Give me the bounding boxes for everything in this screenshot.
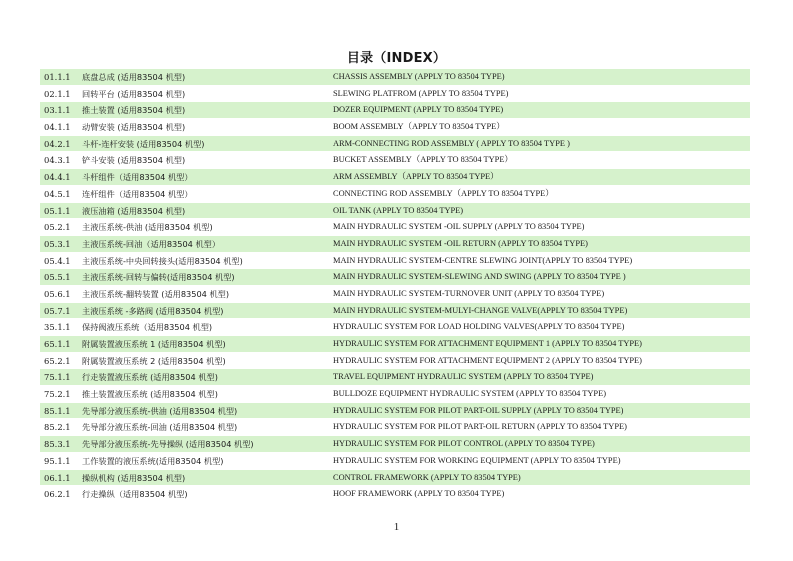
index-code: 04.5.1 [44, 188, 71, 199]
index-title-cn: 附属装置液压系统 1 (适用83504 机型) [82, 339, 226, 349]
index-title-cn: 连杆组件（适用83504 机型） [82, 188, 193, 199]
index-title-en: SLEWING PLATFROM (APPLY TO 83504 TYPE) [333, 88, 509, 98]
index-code: 85.2.1 [44, 422, 71, 433]
index-title-cn: 回转平台 (适用83504 机型) [82, 88, 186, 99]
index-title-en: MAIN HYDRAULIC SYSTEM-TURNOVER UNIT (APPLY TO 83504 TYPE) [333, 288, 605, 298]
index-code: 75.2.1 [44, 389, 71, 400]
index-title-cn: 行走操纵（适用83504 机型) [82, 489, 188, 500]
index-code: 01.1.1 [44, 72, 71, 82]
index-title-cn: 斗杆组件（适用83504 机型） [82, 172, 193, 183]
index-code: 05.6.1 [44, 288, 71, 299]
row-divider [40, 502, 750, 503]
index-row[interactable] [40, 386, 750, 403]
index-row[interactable] [40, 436, 750, 453]
index-title-en: CHASSIS ASSEMBLY (APPLY TO 83504 TYPE) [333, 72, 505, 81]
index-code: 05.7.1 [44, 305, 71, 316]
index-row[interactable] [40, 486, 750, 503]
index-title-cn: 主液压系统-供油 (适用83504 机型) [82, 222, 213, 233]
index-title-en: HOOF FRAMEWORK (APPLY TO 83504 TYPE) [333, 489, 505, 499]
index-row[interactable] [40, 403, 750, 420]
index-title-en: CONTROL FRAMEWORK (APPLY TO 83504 TYPE) [333, 472, 521, 482]
index-title-en: HYDRAULIC SYSTEM FOR ATTACHMENT EQUIPMENT 1 (APPLY TO 83504 TYPE) [333, 339, 642, 348]
index-title-en: ARM-CONNECTING ROD ASSEMBLY ( APPLY TO 83504 TYPE ) [333, 138, 570, 148]
index-title-en: MAIN HYDRAULIC SYSTEM-MULYI-CHANGE VALVE(APPLY TO 83504 TYPE) [333, 305, 628, 315]
index-title-en: BUCKET ASSEMBLY（APPLY TO 83504 TYPE） [333, 155, 513, 165]
index-code: 35.1.1 [44, 322, 71, 333]
index-row[interactable] [40, 186, 750, 203]
index-title-en: HYDRAULIC SYSTEM FOR WORKING EQUIPMENT (APPLY TO 83504 TYPE) [333, 455, 621, 465]
index-row[interactable] [40, 152, 750, 169]
index-row[interactable] [40, 336, 750, 353]
index-code: 06.1.1 [44, 472, 71, 483]
index-title-cn: 主液压系统-回油（适用83504 机型） [82, 238, 221, 249]
index-title-en: CONNECTING ROD ASSEMBLY（APPLY TO 83504 TYPE） [333, 188, 554, 198]
index-title-cn: 推土装置液压系统 (适用83504 机型) [82, 389, 218, 400]
index-row[interactable] [40, 369, 750, 386]
index-title-cn: 底盘总成 (适用83504 机型) [82, 72, 186, 82]
index-row[interactable] [40, 286, 750, 303]
index-title-en: MAIN HYDRAULIC SYSTEM -OIL SUPPLY (APPLY TO 83504 TYPE) [333, 222, 585, 232]
index-code: 05.1.1 [44, 205, 71, 216]
index-row[interactable] [40, 169, 750, 186]
index-title-cn: 操纵机构 (适用83504 机型) [82, 472, 186, 483]
index-code: 04.4.1 [44, 172, 71, 183]
index-title-cn: 行走装置液压系统 (适用83504 机型) [82, 372, 218, 383]
index-row[interactable] [40, 69, 750, 86]
index-code: 85.1.1 [44, 405, 71, 416]
index-title-en: DOZER EQUIPMENT (APPLY TO 83504 TYPE) [333, 105, 504, 115]
index-title-cn: 主液压系统-回转与偏转(适用83504 机型) [82, 272, 235, 283]
index-row[interactable] [40, 86, 750, 103]
index-title-cn: 先导部分液压系统-先导操纵 (适用83504 机型) [82, 439, 254, 450]
index-title-cn: 主液压系统 -多路阀 (适用83504 机型) [82, 305, 224, 316]
index-row[interactable] [40, 453, 750, 470]
index-table [40, 69, 750, 503]
index-code: 65.1.1 [44, 339, 71, 349]
index-title-en: HYDRAULIC SYSTEM FOR ATTACHMENT EQUIPMENT 2 (APPLY TO 83504 TYPE) [333, 355, 642, 365]
index-row[interactable] [40, 136, 750, 153]
index-title-en: MAIN HYDRAULIC SYSTEM-CENTRE SLEWING JOINT(APPLY TO 83504 TYPE) [333, 255, 633, 265]
index-title-en: OIL TANK (APPLY TO 83504 TYPE) [333, 205, 464, 215]
index-title-cn: 工作装置的液压系统(适用83504 机型) [82, 455, 224, 466]
index-title-cn: 推土装置 (适用83504 机型) [82, 105, 186, 116]
index-code: 65.2.1 [44, 355, 71, 366]
index-code: 85.3.1 [44, 439, 71, 450]
index-title-en: TRAVEL EQUIPMENT HYDRAULIC SYSTEM (APPLY TO 83504 TYPE) [333, 372, 594, 382]
index-code: 05.2.1 [44, 222, 71, 233]
index-code: 95.1.1 [44, 455, 71, 466]
index-row[interactable] [40, 470, 750, 487]
index-title-en: BULLDOZE EQUIPMENT HYDRAULIC SYSTEM (APPLY TO 83504 TYPE) [333, 389, 606, 399]
index-row[interactable] [40, 219, 750, 236]
index-code: 75.1.1 [44, 372, 71, 383]
index-code: 04.3.1 [44, 155, 71, 166]
index-title-en: MAIN HYDRAULIC SYSTEM -OIL RETURN (APPLY TO 83504 TYPE) [333, 238, 588, 248]
index-row[interactable] [40, 253, 750, 270]
index-title-en: BOOM ASSEMBLY（APPLY TO 83504 TYPE） [333, 122, 505, 132]
index-code: 05.5.1 [44, 272, 71, 283]
index-row[interactable] [40, 269, 750, 286]
index-row[interactable] [40, 419, 750, 436]
index-title-en: HYDRAULIC SYSTEM FOR PILOT PART-OIL SUPPLY (APPLY TO 83504 TYPE) [333, 405, 624, 415]
index-row[interactable] [40, 236, 750, 253]
index-code: 05.3.1 [44, 238, 71, 249]
index-code: 06.2.1 [44, 489, 71, 500]
index-row[interactable] [40, 353, 750, 370]
index-title-cn: 铲斗安装 (适用83504 机型) [82, 155, 186, 166]
index-title-en: ARM ASSEMBLY（APPLY TO 83504 TYPE） [333, 172, 499, 182]
index-title-cn: 先导部分液压系统-供油 (适用83504 机型) [82, 405, 238, 416]
index-row[interactable] [40, 203, 750, 220]
index-code: 04.1.1 [44, 122, 71, 133]
index-title-cn: 保持阀液压系统（适用83504 机型) [82, 322, 213, 333]
index-row[interactable] [40, 119, 750, 136]
index-title-en: HYDRAULIC SYSTEM FOR LOAD HOLDING VALVES(APPLY TO 83504 TYPE) [333, 322, 625, 332]
index-title-en: MAIN HYDRAULIC SYSTEM-SLEWING AND SWING (APPLY TO 83504 TYPE ) [333, 272, 626, 282]
page-title: 目录（INDEX） [346, 51, 447, 66]
index-title-cn: 先导部分液压系统-回油 (适用83504 机型) [82, 422, 238, 433]
index-title-cn: 动臂安装 (适用83504 机型) [82, 122, 186, 133]
index-title-en: HYDRAULIC SYSTEM FOR PILOT CONTROL (APPLY TO 83504 TYPE) [333, 439, 595, 449]
index-code: 03.1.1 [44, 105, 71, 116]
index-title-cn: 主液压系统-中央回转接头(适用83504 机型) [82, 255, 243, 266]
index-row[interactable] [40, 102, 750, 119]
index-code: 05.4.1 [44, 255, 71, 266]
index-title-cn: 液压油箱 (适用83504 机型) [82, 205, 186, 216]
index-title-cn: 斗杆-连杆安装 (适用83504 机型) [82, 138, 205, 149]
index-code: 02.1.1 [44, 88, 71, 99]
index-code: 04.2.1 [44, 138, 71, 149]
page-number: 1 [393, 521, 400, 533]
index-row[interactable] [40, 303, 750, 320]
index-title-cn: 附属装置液压系统 2 (适用83504 机型) [82, 355, 226, 366]
index-row[interactable] [40, 319, 750, 336]
index-title-en: HYDRAULIC SYSTEM FOR PILOT PART-OIL RETURN (APPLY TO 83504 TYPE) [333, 422, 627, 432]
index-title-cn: 主液压系统-翻转装置 (适用83504 机型) [82, 288, 230, 299]
